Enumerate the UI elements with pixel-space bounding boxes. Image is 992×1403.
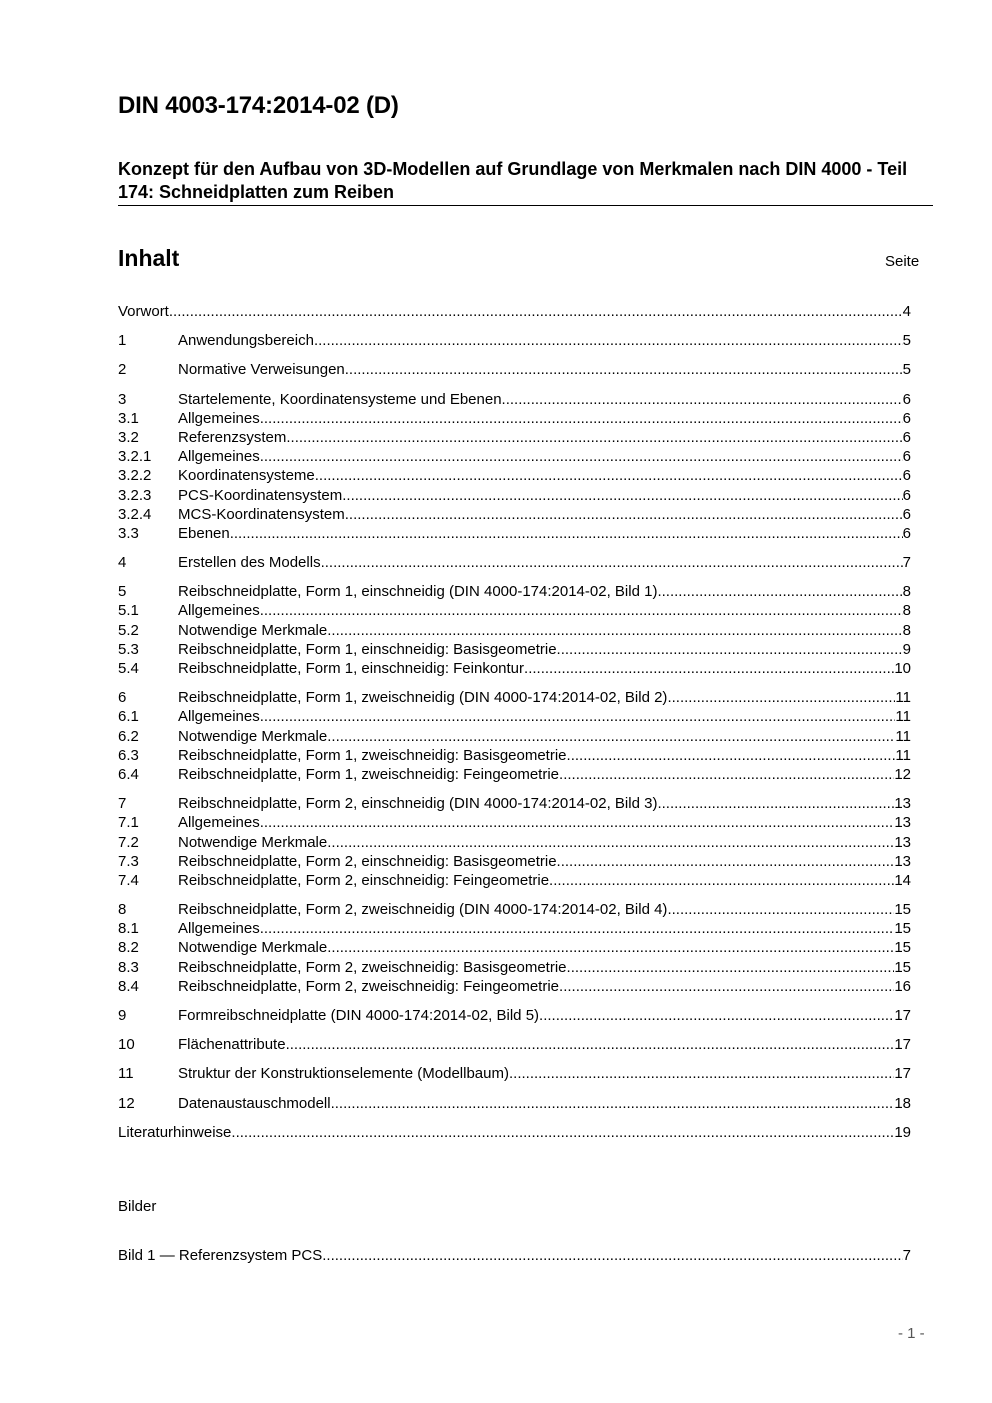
toc-entry-page: 12 [894, 765, 911, 783]
toc-entry[interactable] [118, 746, 911, 765]
toc-group [118, 688, 911, 784]
toc-entry-page: 19 [894, 1123, 911, 1141]
page-number: - 1 - [898, 1325, 925, 1342]
toc-entry-number: 3.2.4 [118, 505, 152, 523]
toc-entry-number: 3.2 [118, 428, 139, 446]
toc-dot-leader [286, 1035, 895, 1054]
toc-group [118, 360, 911, 379]
toc-entry[interactable] [118, 958, 911, 977]
toc-entry-page: 6 [902, 448, 911, 466]
figures-heading: Bilder [118, 1198, 157, 1215]
toc-entry-number: 7 [118, 795, 127, 813]
toc-entry[interactable] [118, 852, 911, 871]
figure-entry-page: 7 [902, 1247, 911, 1264]
toc-dot-leader [557, 640, 903, 659]
toc-entry-title: Allgemeines [178, 602, 260, 620]
toc-entry-number: 3.2.1 [118, 448, 152, 466]
toc-dot-leader [314, 331, 903, 350]
toc-entry-title: Literaturhinweise [118, 1123, 232, 1141]
toc-entry-title: Notwendige Merkmale [178, 621, 328, 639]
toc-entry[interactable] [118, 582, 911, 601]
toc-entry[interactable] [118, 871, 911, 890]
toc-entry-page: 10 [894, 660, 911, 677]
toc-entry-number: 7.2 [118, 833, 139, 851]
toc-entry-title: Allgemeines [178, 920, 260, 938]
toc-entry-page: 6 [902, 486, 911, 504]
toc-entry-number: 3.2.2 [118, 467, 152, 485]
toc-entry-title: Reibschneidplatte, Form 2, einschneidig: Basisgeometrie [178, 852, 557, 870]
toc-entry-number: 2 [118, 361, 127, 379]
toc-dot-leader [230, 524, 903, 543]
toc-entry-number: 6.4 [118, 765, 139, 783]
toc-group [118, 794, 911, 890]
toc-entry[interactable] [118, 302, 911, 321]
toc-entry-page: 6 [902, 467, 911, 485]
toc-entry-page: 13 [894, 852, 911, 870]
toc-group [118, 582, 911, 678]
toc-entry[interactable] [118, 409, 911, 428]
toc-entry-page: 17 [894, 1007, 911, 1024]
toc-entry-page: 5 [902, 332, 911, 350]
toc-entry-page: 11 [895, 746, 911, 764]
toc-entry-page: 6 [902, 505, 911, 523]
toc-entry-title: Reibschneidplatte, Form 2, einschneidig (DIN 4000-174:2014-02, Bild 3) [178, 795, 658, 813]
toc-entry-title: PCS-Koordinatensystem [178, 486, 343, 504]
title-divider [118, 205, 933, 206]
toc-entry[interactable] [118, 765, 911, 784]
toc-entry-title: Datenaustauschmodell [178, 1094, 331, 1112]
toc-entry[interactable] [118, 360, 911, 379]
toc-group [118, 1064, 911, 1083]
toc-dot-leader [327, 938, 894, 957]
toc-dot-leader [345, 505, 903, 524]
toc-entry-page: 14 [894, 871, 911, 889]
toc-entry-title: Startelemente, Koordinatensysteme und Ebenen [178, 390, 502, 408]
toc-dot-leader [260, 447, 903, 466]
toc-entry-page: 15 [894, 920, 911, 938]
toc-dot-leader [231, 1123, 894, 1142]
toc-entry[interactable] [118, 1064, 911, 1083]
toc-dot-leader [657, 794, 894, 813]
toc-entry-number: 7.3 [118, 852, 139, 870]
document-subtitle: Konzept für den Aufbau von 3D-Modellen auf Grundlage von Merkmalen nach DIN 4000 - Teil 174: Schneidplatten zum Reiben [118, 159, 908, 202]
toc-entry[interactable] [118, 977, 911, 996]
toc-entry[interactable] [118, 331, 911, 350]
toc-entry-title: Reibschneidplatte, Form 2, zweischneidig: Feingeometrie [178, 977, 560, 995]
toc-entry-title: MCS-Koordinatensystem [178, 505, 345, 523]
toc-entry-number: 4 [118, 554, 127, 572]
toc-group [118, 302, 911, 321]
toc-entry-title: Normative Verweisungen [178, 361, 345, 379]
toc-entry-page: 15 [894, 958, 911, 976]
toc-entry[interactable] [118, 813, 911, 832]
toc-entry-title: Anwendungsbereich [178, 332, 314, 350]
toc-dot-leader [559, 977, 894, 996]
toc-dot-leader [549, 871, 894, 890]
toc-entry[interactable] [118, 505, 911, 524]
toc-entry-number: 5.1 [118, 602, 139, 620]
toc-entry[interactable] [118, 727, 911, 746]
toc-entry[interactable] [118, 466, 911, 485]
toc-entry[interactable] [118, 900, 911, 919]
toc-entry-title: Reibschneidplatte, Form 1, einschneidig: Basisgeometrie [178, 640, 557, 658]
toc-entry-page: 15 [894, 901, 911, 919]
toc-entry-number: 11 [118, 1065, 134, 1083]
toc-group [118, 331, 911, 350]
toc-entry-title: Allgemeines [178, 708, 260, 726]
toc-entry-page: 15 [894, 939, 911, 957]
list-of-figures [118, 1246, 911, 1265]
toc-dot-leader [342, 486, 902, 505]
toc-entry-page: 11 [895, 689, 911, 707]
toc-entry-title: Reibschneidplatte, Form 2, einschneidig: Feingeometrie [178, 871, 550, 889]
toc-dot-leader [260, 601, 903, 620]
toc-entry-number: 12 [118, 1094, 135, 1112]
toc-entry-page: 17 [894, 1065, 911, 1083]
toc-entry[interactable] [118, 688, 911, 707]
toc-entry-page: 11 [895, 708, 911, 726]
toc-entry-number: 6.3 [118, 746, 139, 764]
toc-entry-title: Erstellen des Modells [178, 554, 321, 572]
toc-entry[interactable] [118, 938, 911, 957]
toc-entry-page: 6 [902, 409, 911, 427]
toc-dot-leader [260, 409, 903, 428]
toc-entry-number: 6.2 [118, 727, 139, 745]
toc-dot-leader [559, 765, 894, 784]
toc-dot-leader [327, 621, 902, 640]
toc-group [118, 1006, 911, 1025]
toc-entry-title: Reibschneidplatte, Form 1, einschneidig (DIN 4000-174:2014-02, Bild 1) [178, 583, 658, 601]
toc-entry-number: 8.4 [118, 977, 139, 995]
toc-entry[interactable] [118, 919, 911, 938]
toc-entry-title: Notwendige Merkmale [178, 727, 328, 745]
toc-entry-title: Ebenen [178, 524, 230, 542]
toc-dot-leader [286, 428, 902, 447]
toc-dot-leader [327, 727, 895, 746]
toc-entry-page: 13 [894, 833, 911, 851]
toc-entry-number: 9 [118, 1007, 127, 1024]
toc-entry-page: 4 [902, 303, 911, 320]
toc-entry[interactable] [118, 659, 911, 678]
toc-entry-page: 13 [894, 795, 911, 813]
toc-group [118, 900, 911, 996]
toc-dot-leader [657, 582, 902, 601]
toc-entry-title: Allgemeines [178, 448, 260, 466]
toc-entry-title: Koordinatensysteme [178, 467, 315, 485]
toc-dot-leader [327, 833, 894, 852]
toc-dot-leader [557, 852, 895, 871]
toc-entry-title: Reibschneidplatte, Form 1, zweischneidig (DIN 4000-174:2014-02, Bild 2) [178, 689, 668, 707]
toc-entry-title: Notwendige Merkmale [178, 939, 328, 957]
toc-entry-title: Vorwort [118, 303, 169, 320]
toc-entry-page: 9 [902, 640, 911, 658]
toc-entry-page: 13 [894, 814, 911, 832]
toc-entry-title: Reibschneidplatte, Form 1, einschneidig: Feinkontur [178, 660, 525, 677]
toc-entry-number: 7.1 [118, 814, 139, 832]
toc-dot-leader [567, 746, 896, 765]
toc-entry-number: 3.2.3 [118, 486, 152, 504]
toc-entry-title: Referenzsystem [178, 428, 287, 446]
toc-entry-number: 5.4 [118, 660, 139, 677]
toc-entry-title: Formreibschneidplatte (DIN 4000-174:2014-02, Bild 5) [178, 1007, 540, 1024]
toc-entry-title: Struktur der Konstruktionselemente (Modellbaum) [178, 1065, 509, 1083]
toc-dot-leader [315, 466, 903, 485]
toc-entry[interactable] [118, 601, 911, 620]
toc-entry[interactable] [118, 1123, 911, 1142]
toc-entry-number: 7.4 [118, 871, 139, 889]
toc-entry-page: 6 [902, 524, 911, 542]
toc-entry-number: 8.1 [118, 920, 139, 938]
toc-entry-page: 18 [894, 1094, 911, 1112]
toc-entry-page: 17 [894, 1036, 911, 1054]
toc-entry-page: 8 [902, 583, 911, 601]
toc-entry-page: 5 [902, 361, 911, 379]
toc-entry-title: Reibschneidplatte, Form 2, zweischneidig: Basisgeometrie [178, 958, 567, 976]
toc-entry-page: 8 [902, 602, 911, 620]
toc-dot-leader [567, 958, 895, 977]
toc-entry-title: Reibschneidplatte, Form 2, zweischneidig (DIN 4000-174:2014-02, Bild 4) [178, 901, 668, 919]
toc-entry[interactable] [118, 707, 911, 726]
toc-group [118, 1123, 911, 1142]
document-title: DIN 4003-174:2014-02 (D) [118, 92, 399, 119]
toc-entry-number: 6.1 [118, 708, 139, 726]
toc-entry-page: 8 [902, 621, 911, 639]
toc-entry[interactable] [118, 833, 911, 852]
toc-entry[interactable] [118, 794, 911, 813]
toc-dot-leader [260, 813, 895, 832]
toc-entry-number: 1 [118, 332, 127, 350]
toc-heading: Inhalt [118, 245, 180, 271]
toc-entry-number: 3.1 [118, 409, 139, 427]
toc-entry-page: 6 [902, 428, 911, 446]
toc-entry-title: Reibschneidplatte, Form 1, zweischneidig: Basisgeometrie [178, 746, 567, 764]
toc-entry-title: Allgemeines [178, 814, 260, 832]
toc-dot-leader [539, 1006, 894, 1025]
toc-entry[interactable] [118, 447, 911, 466]
toc-entry-number: 5.3 [118, 640, 139, 658]
toc-entry[interactable] [118, 486, 911, 505]
toc-page-column-label: Seite [885, 253, 920, 270]
toc-entry-page: 16 [894, 977, 911, 995]
toc-entry[interactable] [118, 1094, 911, 1113]
toc-dot-leader [321, 553, 903, 572]
toc-entry-title: Flächenattribute [178, 1036, 286, 1054]
toc-entry-page: 6 [902, 390, 911, 408]
toc-dot-leader [260, 707, 896, 726]
toc-entry-number: 6 [118, 689, 127, 707]
toc-entry-number: 3.3 [118, 524, 139, 542]
toc-group [118, 553, 911, 572]
toc-dot-leader [345, 360, 903, 379]
toc-entry-number: 8.2 [118, 939, 139, 957]
toc-entry-number: 8.3 [118, 958, 139, 976]
toc-entry[interactable] [118, 1035, 911, 1054]
toc-entry-title: Allgemeines [178, 409, 260, 427]
toc-dot-leader [260, 919, 895, 938]
toc-dot-leader [331, 1094, 895, 1113]
figure-dot-leader [322, 1246, 902, 1265]
toc-group [118, 1094, 911, 1113]
toc-dot-leader [169, 302, 903, 321]
toc-entry[interactable] [118, 428, 911, 447]
toc-entry-number: 5.2 [118, 621, 139, 639]
toc-group [118, 1035, 911, 1054]
toc-entry[interactable] [118, 553, 911, 572]
toc-dot-leader [502, 390, 903, 409]
toc-entry[interactable] [118, 390, 911, 409]
figure-entry-title: Bild 1 — Referenzsystem PCS [118, 1247, 323, 1264]
toc-group [118, 390, 911, 544]
table-of-contents [118, 302, 911, 1152]
toc-entry-number: 5 [118, 583, 127, 601]
toc-entry-title: Notwendige Merkmale [178, 833, 328, 851]
toc-entry-number: 8 [118, 901, 127, 919]
toc-entry-page: 11 [895, 727, 911, 745]
toc-entry[interactable] [118, 621, 911, 640]
toc-dot-leader [667, 900, 894, 919]
toc-entry-title: Reibschneidplatte, Form 1, zweischneidig: Feingeometrie [178, 765, 560, 783]
toc-entry[interactable] [118, 640, 911, 659]
toc-dot-leader [524, 659, 894, 678]
toc-entry-number: 10 [118, 1036, 135, 1054]
toc-entry-number: 3 [118, 390, 127, 408]
toc-dot-leader [667, 688, 895, 707]
toc-dot-leader [509, 1064, 894, 1083]
toc-entry[interactable] [118, 1006, 911, 1025]
toc-entry-page: 7 [902, 554, 911, 572]
figure-entry[interactable] [118, 1246, 911, 1265]
toc-entry[interactable] [118, 524, 911, 543]
